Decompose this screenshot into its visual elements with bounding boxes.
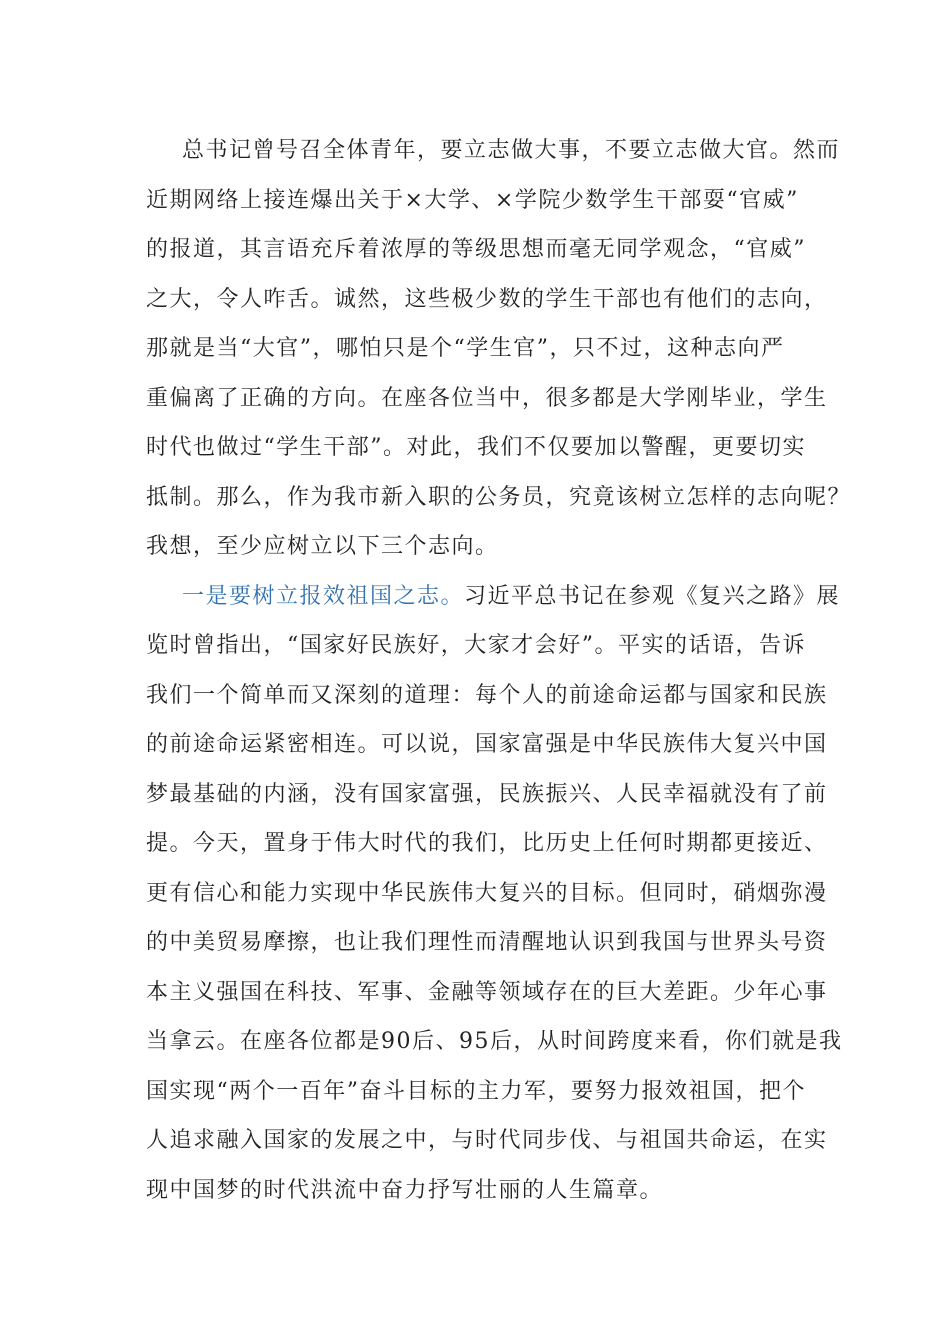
paragraph-intro bbox=[146, 126, 852, 572]
text-line: 重偏离了正确的方向。在座各位当中，很多都是大学刚毕业，学生 bbox=[146, 385, 828, 411]
text-line: 我想，至少应树立以下三个志向。 bbox=[146, 534, 499, 559]
text-line: 那就是当“大官”，哪怕只是个“学生官”，只不过，这种志向严 bbox=[146, 336, 785, 361]
text-line: 提。今天，置身于伟大时代的我们，比历史上任何时期都更接近、 bbox=[146, 831, 828, 856]
text-line: 抵制。那么，作为我市新入职的公务员，究竟该树立怎样的志向呢？ bbox=[146, 484, 852, 510]
text-line: 览时曾指出，“国家好民族好，大家才会好”。平实的话语，告诉 bbox=[146, 633, 806, 658]
text-line: 的前途命运紧密相连。可以说，国家富强是中华民族伟大复兴中国 bbox=[146, 732, 828, 757]
text-line: 的报道，其言语充斥着浓厚的等级思想而毫无同学观念，“官威” bbox=[146, 237, 806, 262]
text-line: 更有信心和能力实现中华民族伟大复兴的目标。但同时，硝烟弥漫 bbox=[146, 880, 828, 906]
text-line: 的中美贸易摩擦，也让我们理性而清醒地认识到我国与世界头号资 bbox=[146, 930, 828, 955]
text-line: 国实现“两个一百年”奋斗目标的主力军，要努力报效祖国，把个 bbox=[146, 1078, 806, 1104]
section-heading: 一是要树立报效祖国之志。 bbox=[182, 583, 465, 609]
text-line: 近期网络上接连爆出关于×大学、×学院少数学生干部耍“官威” bbox=[146, 187, 799, 213]
text-line: 之大，令人咋舌。诚然，这些极少数的学生干部也有他们的志向， bbox=[146, 286, 828, 312]
text-line: 总书记曾号召全体青年，要立志做大事，不要立志做大官。然而 bbox=[182, 138, 841, 163]
text-line: 本主义强国在科技、军事、金融等领域存在的巨大差距。少年心事 bbox=[146, 979, 828, 1005]
text-line: 人追求融入国家的发展之中，与时代同步伐、与祖国共命运，在实 bbox=[146, 1128, 828, 1153]
text-line bbox=[146, 572, 841, 622]
paragraph-patriotism bbox=[146, 572, 843, 1216]
document-page bbox=[146, 126, 852, 1215]
text-line: 时代也做过“学生干部”。对此，我们不仅要加以警醒，更要切实 bbox=[146, 435, 806, 460]
text-line: 我们一个简单而又深刻的道理：每个人的前途命运都与国家和民族 bbox=[146, 682, 828, 708]
heading-line-rest: 习近平总书记在参观《复兴之路》展 bbox=[464, 583, 841, 609]
text-line: 当拿云。在座各位都是90后、95后，从时间跨度来看，你们就是我 bbox=[146, 1029, 843, 1054]
text-line: 现中国梦的时代洪流中奋力抒写壮丽的人生篇章。 bbox=[146, 1177, 664, 1203]
text-line: 梦最基础的内涵，没有国家富强，民族振兴、人民幸福就没有了前 bbox=[146, 781, 828, 807]
